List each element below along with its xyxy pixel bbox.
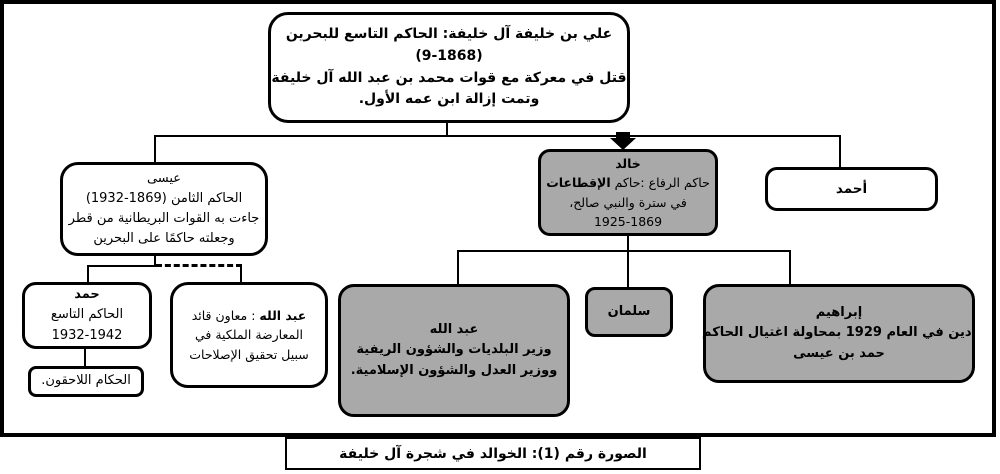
- connector-hamad-drop: [87, 265, 89, 283]
- figure-caption-text: الصورة رقم (1): الخوالد في شجرة آل خليفة: [339, 445, 647, 462]
- connector-ahmed-drop: [839, 135, 841, 168]
- node-subtitle: [86, 189, 242, 209]
- node-title: عيسى: [146, 170, 182, 186]
- node-text: [181, 306, 317, 364]
- connector-level1-horizontal: [154, 135, 841, 137]
- node-isa: [60, 162, 268, 256]
- figure-caption: [285, 437, 701, 470]
- node-detail: وتمت إزالة ابن عمه الأول.: [358, 91, 540, 108]
- connector-salman-drop: [627, 250, 629, 288]
- node-detail: : معاون قائد المعارضة الملكية في سبيل تحقيق الإصلاحات: [189, 307, 309, 362]
- node-detail: حمد بن عيسى: [793, 345, 885, 361]
- node-detail: وزير البلديات والشؤون الريفية: [356, 342, 552, 358]
- node-title: عبد الله: [259, 307, 307, 323]
- node-detail: قتل في معركة مع قوات محمد بن عبد الله آل خليفة: [271, 69, 627, 86]
- node-subtitle: الحاكم التاسع: [50, 307, 124, 323]
- node-years: (9-1868): [415, 47, 483, 64]
- node-hamad: [22, 282, 152, 349]
- node-abdullah-advisor: [170, 282, 328, 388]
- node-subtitle: [546, 173, 710, 192]
- node-subtitle-text: الحاكم الثامن: [170, 190, 243, 206]
- connector-abdullah-advisor-drop: [240, 265, 242, 283]
- node-ibrahim: [703, 284, 975, 383]
- node-title: علي بن خليفة آل خليفة: الحاكم التاسع للبحرين: [285, 26, 613, 43]
- node-subtitle-text: حاكم الرفاع :حاكم: [610, 175, 710, 191]
- node-later-rulers: [28, 366, 144, 397]
- node-title: أحمد: [835, 180, 868, 197]
- node-detail: ووزير العدل والشؤون الإسلامية.: [350, 362, 558, 378]
- node-detail: في سترة والنبي صالح،: [569, 194, 687, 210]
- node-years: 1932-1942: [51, 327, 123, 343]
- node-title: حمد: [74, 287, 100, 303]
- node-detail: جاءت به القوات البريطانية من قطر: [68, 211, 260, 226]
- connector-khalid-children-horizontal: [457, 250, 791, 252]
- node-abdullah-minister: [338, 284, 570, 417]
- connector-isa-drop: [154, 135, 156, 163]
- node-subtitle-bold: الإقطاعات: [546, 175, 611, 191]
- connector-isa-abdullah-dashed: [156, 264, 242, 267]
- node-years: 1925-1869: [593, 213, 663, 229]
- node-ali-bin-khalifa: [268, 12, 630, 123]
- node-title: خالد: [615, 155, 641, 171]
- connector-abdullah-minister-drop: [457, 250, 459, 285]
- connector-isa-hamad-horizontal: [87, 265, 156, 267]
- node-title: إبراهيم: [815, 305, 863, 321]
- connector-hamad-later-rulers: [84, 348, 86, 367]
- node-title: عبد الله: [429, 322, 479, 338]
- node-detail: أدين في العام 1929 بمحاولة اغتيال الحاكم: [702, 325, 976, 341]
- connector-ibrahim-drop: [789, 250, 791, 285]
- node-ahmed: [765, 167, 938, 211]
- node-title: سلمان: [607, 303, 651, 319]
- node-khalid: [538, 149, 718, 236]
- node-years: (1932-1869): [85, 190, 167, 206]
- node-salman: [585, 287, 673, 337]
- node-title: الحكام اللاحقون.: [41, 373, 131, 389]
- node-detail: وجعلته حاكمًا على البحرين: [93, 231, 235, 247]
